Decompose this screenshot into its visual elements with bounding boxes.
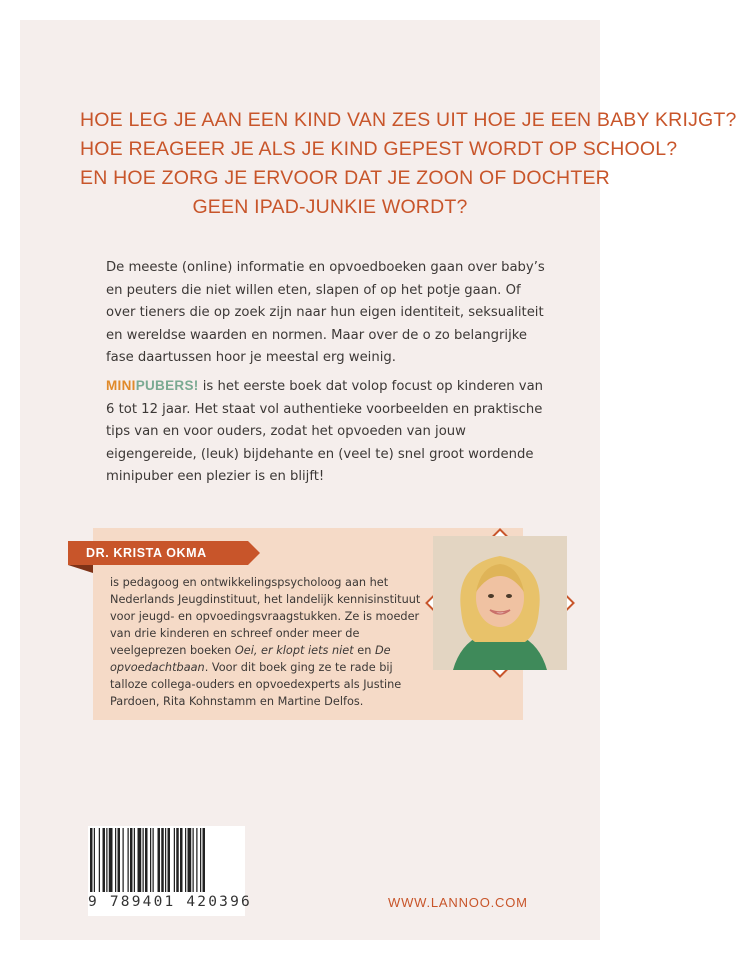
barcode-bars <box>88 826 245 894</box>
barcode-bar <box>99 828 100 892</box>
barcode-bar <box>128 828 129 892</box>
isbn-barcode <box>88 826 252 916</box>
barcode-bar <box>158 828 161 892</box>
pitch-paragraph <box>106 375 552 489</box>
headline <box>80 106 737 222</box>
intro-paragraph: De meeste (online) informatie en opvoedboeken gaan over baby’s en peuters die niet willen eten, slapen of op het potje gaan. Of over tieners die op zoek zijn naar hun eigen identiteit, seksualiteit en wereldse waarden en normen. Maar over de o zo belangrijke fase daartussen hoor je meestal erg weinig. <box>106 260 545 366</box>
isbn-number: 9 789401 420396 <box>88 894 252 910</box>
barcode-bar <box>188 828 192 892</box>
barcode-bar <box>130 828 133 892</box>
barcode-bar <box>196 828 197 892</box>
barcode-bar <box>200 828 201 892</box>
barcode-bar <box>174 828 175 892</box>
headline-line-2: HOE REAGEER JE ALS JE KIND GEPEST WORDT OP SCHOOL? <box>80 138 678 160</box>
barcode-bar <box>143 828 144 892</box>
author-bio <box>110 574 430 710</box>
barcode-bar <box>153 828 154 892</box>
barcode-bar <box>145 828 148 892</box>
barcode-bar <box>123 828 124 892</box>
barcode-bar <box>90 828 93 892</box>
barcode-bar <box>176 828 179 892</box>
brand-name-part1: MINI <box>106 378 136 393</box>
barcode-bar <box>180 828 183 892</box>
barcode-bar <box>138 828 142 892</box>
barcode-bar <box>193 828 194 892</box>
ribbon-fold <box>68 565 93 573</box>
barcode-bar <box>106 828 107 892</box>
barcode-bar <box>203 828 206 892</box>
headline-line-4: GEEN IPAD-JUNKIE WORDT? <box>192 196 468 218</box>
barcode-bar <box>185 828 186 892</box>
barcode-bar <box>94 828 95 892</box>
brand-name-part2: PUBERS! <box>135 378 199 393</box>
book-title-1: Oei, er klopt iets niet <box>234 644 354 657</box>
book-title-2: De opvoedachtbaan <box>110 644 391 674</box>
author-name: DR. KRISTA OKMA <box>86 546 207 560</box>
barcode-bar <box>115 828 116 892</box>
barcode-bar <box>150 828 151 892</box>
website-url: WWW.LANNOO.COM <box>388 895 528 910</box>
bio-part1: is pedagoog en ontwikkelingspsycholoog aan het Nederlands Jeugdinstituut, het landelijk kennisinstituut voor jeugd- en opvoedingsvraagstukken. Ze is moeder van drie kinderen en schreef onder meer de veelgeprezen boeken <box>110 576 421 657</box>
author-photo-frame <box>425 528 575 678</box>
headline-line-1: HOE LEG JE AAN EEN KIND VAN ZES UIT HOE JE EEN BABY KRIJGT? <box>80 109 737 131</box>
barcode-bar <box>103 828 106 892</box>
barcode-bar <box>165 828 166 892</box>
barcode-bar <box>118 828 121 892</box>
headline-line-3: EN HOE ZORG JE ERVOOR DAT JE ZOON OF DOCHTER <box>80 167 610 189</box>
brand-name <box>106 378 199 393</box>
back-cover <box>20 20 737 940</box>
bio-and: en <box>353 644 375 657</box>
barcode-bar <box>168 828 171 892</box>
barcode-bar <box>134 828 135 892</box>
barcode-bar <box>161 828 164 892</box>
bio-part2: . Voor dit boek ging ze te rade bij talloze collega-ouders en opvoedexperts als Justine Pardoen, Rita Kohnstamm en Martine Delfos. <box>110 661 402 708</box>
author-photo <box>434 537 567 670</box>
barcode-bar <box>109 828 113 892</box>
pitch-text: is het eerste boek dat volop focust op kinderen van 6 tot 12 jaar. Het staat vol authentieke voorbeelden en praktische tips van en voor ouders, zodat het opvoeden van jouw eigengereide, (leuk) bijdehante en (veel te) snel groot wordende minipuber een plezier is en blijft! <box>106 379 544 485</box>
